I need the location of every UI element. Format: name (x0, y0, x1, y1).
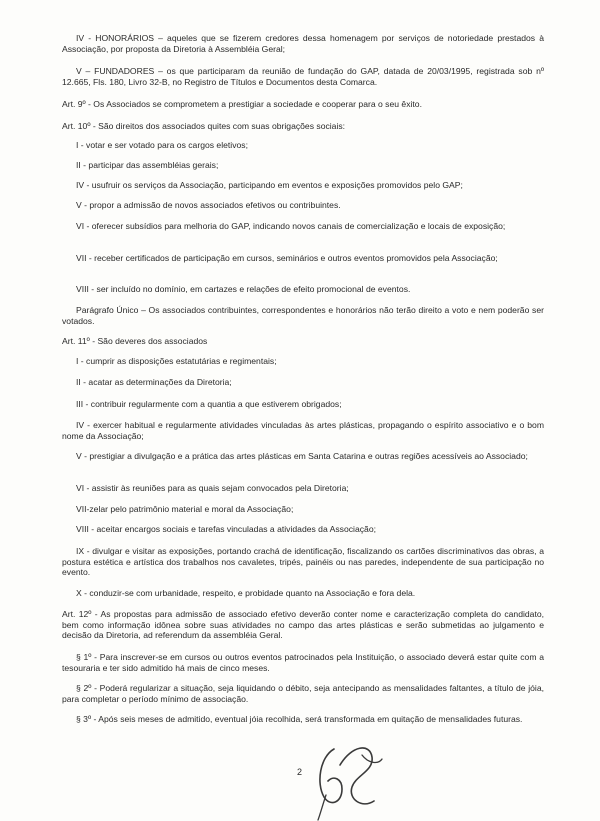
paragraph-art-12-section-2: § 2º - Poderá regularizar a situação, seja liquidando o débito, seja antecipando as mensalidades faltantes, a título de jóia, para completar o período mínimo de associação. (62, 683, 544, 704)
paragraph-art-11-item-vi: VI - assistir às reuniões para as quais sejam convocados pela Diretoria; (76, 483, 349, 493)
paragraph-art-10-item-vi: VI - oferecer subsídios para melhoria do GAP, indicando novos canais de comercialização e locais de exposição; (76, 221, 506, 231)
paragraph-art-11-item-iii: III - contribuir regularmente com a quantia a que estiverem obrigados; (76, 399, 342, 409)
page-number: 2 (297, 767, 303, 777)
paragraph-fundadores: V – FUNDADORES – os que participaram da reunião de fundação do GAP, datada de 20/03/1995, registrada sob nº 12.665, Fls. 180, Livro 32-B, no Registro de Títulos e Documentos desta Comarca. (62, 66, 544, 87)
paragraph-art-10-item-viii: VIII - ser incluído no domínio, em cartazes e relações de efeito promocional de eventos. (76, 284, 411, 294)
paragraph-art-10-item-vii: VII - receber certificados de participação em cursos, seminários e outros eventos promovidos pela Associação; (76, 253, 498, 263)
paragraph-art-11-item-v: V - prestigiar a divulgação e a prática das artes plásticas em Santa Catarina e outras regiões acessíveis ao Associado; (76, 451, 528, 461)
paragraph-art-11: Art. 11º - São deveres dos associados (62, 336, 208, 346)
paragraph-art-10-item-i: I - votar e ser votado para os cargos eletivos; (76, 140, 248, 150)
paragraph-art-12: Art. 12º - As propostas para admissão de associado efetivo deverão conter nome e caracterização completa do candidato, bem como informação idônea sobre suas atividades no campo das artes plásticas e serão submetidas ao julgamento e decisão da Diretoria, ad referendum da assembléia Geral. (62, 609, 544, 641)
paragraph-art-11-item-iv: IV - exercer habitual e regularmente atividades vinculadas às artes plásticas, propagando o espírito associativo e o bom nome da Associação; (62, 420, 544, 441)
handwritten-signature (312, 735, 390, 821)
paragraph-art-11-item-vii: VII-zelar pelo patrimônio material e moral da Associação; (76, 504, 294, 514)
paragraph-art-11-item-ii: II - acatar as determinações da Diretoria; (76, 377, 232, 387)
paragraph-art-10-item-v: V - propor a admissão de novos associados efetivos ou contribuintes. (76, 200, 341, 210)
paragraph-art-11-item-viii: VIII - aceitar encargos sociais e tarefas vinculadas a atividades da Associação; (76, 524, 376, 534)
paragraph-art-11-item-x: X - conduzir-se com urbanidade, respeito, e probidade quanto na Associação e fora dela. (76, 588, 416, 598)
paragraph-art-12-section-1: § 1º - Para inscrever-se em cursos ou outros eventos patrocinados pela Instituição, o associado deverá estar quite com a tesouraria e ter sido admitido há mais de cinco meses. (62, 652, 544, 673)
paragraph-art-10-item-iv: IV - usufruir os serviços da Associação, participando em eventos e exposições promovidos pelo GAP; (76, 180, 463, 190)
paragraph-art-10: Art. 10º - São direitos dos associados quites com suas obrigações sociais: (62, 121, 346, 131)
paragraph-art-9: Art. 9º - Os Associados se comprometem a prestigiar a sociedade e cooperar para o seu êxito. (62, 99, 422, 109)
paragraph-art-10-sole-paragraph: Parágrafo Único – Os associados contribuintes, correspondentes e honorários não terão direito a voto e nem poderão ser votados. (62, 305, 544, 326)
paragraph-art-11-item-i: I - cumprir as disposições estatutárias e regimentais; (76, 356, 277, 366)
paragraph-art-12-section-3: § 3º - Após seis meses de admitido, eventual jóia recolhida, será transformada em quitação de mensalidades futuras. (76, 714, 523, 724)
paragraph-honorarios: IV - HONORÁRIOS – aqueles que se fizerem credores dessa homenagem por serviços de notoriedade prestados à Associação, por proposta da Diretoria à Assembléia Geral; (62, 33, 544, 54)
paragraph-art-11-item-ix: IX - divulgar e visitar as exposições, portando crachá de identificação, fiscalizando os cartões discriminativos das obras, a postura estética e artística dos trabalhos nos cavaletes, tripés, painéis ou nas paredes, independente de sua participação no evento. (62, 546, 544, 578)
paragraph-art-10-item-ii: II - participar das assembléias gerais; (76, 160, 219, 170)
